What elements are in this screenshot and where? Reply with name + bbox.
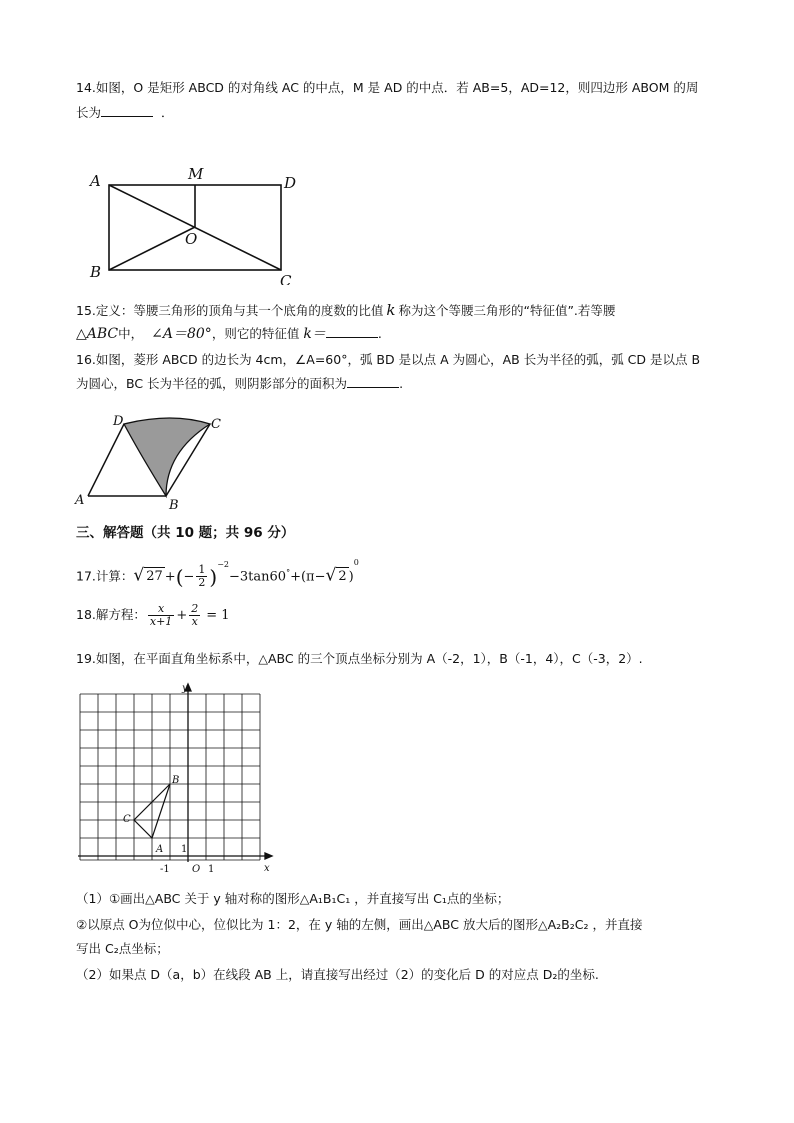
tick-x-neg1: -1 bbox=[160, 864, 170, 875]
q14-line2 bbox=[76, 104, 174, 122]
q14-prefix: 长为 bbox=[76, 105, 102, 120]
q17-deg: ° bbox=[286, 568, 291, 577]
section-heading: 三、解答题（共 10 题；共 96 分） bbox=[76, 525, 295, 541]
sqrt-symbol-2: √ bbox=[325, 565, 337, 586]
q19-grid-figure bbox=[72, 680, 282, 880]
q19-part1a: （1）①画出△ABC 关于 y 轴对称的图形△A₁B₁C₁ ，并直接写出 C₁点的坐标； bbox=[76, 891, 510, 906]
q15-mid: 中， bbox=[118, 326, 144, 341]
label-c: C bbox=[280, 272, 292, 285]
q15-angle: ∠A＝80° bbox=[151, 326, 212, 342]
q19-line1: 19.如图，在平面直角坐标系中，△ABC 的三个顶点坐标分别为 A（-2，1），B（-1，4），C（-3，2）. bbox=[76, 651, 643, 666]
q15-line1 bbox=[76, 301, 615, 320]
q17-neg-exp: −2 bbox=[217, 560, 230, 569]
q18-fraction2: $\frac{2}{x}$ bbox=[191, 602, 199, 628]
q15-prefix: 15.定义：等腰三角形的顶角与其一个底角的度数的比值 bbox=[76, 303, 384, 318]
q17-close: ) bbox=[348, 569, 354, 585]
shaded-region bbox=[124, 418, 210, 496]
sqrt-symbol: √ bbox=[133, 565, 145, 586]
q19-part1b: ②以原点 O为位似中心，位似比为 1：2，在 y 轴的左侧，画出△ABC 放大后的图形△A₂B₂C₂ ，并直接 bbox=[76, 917, 643, 932]
q17-sqrt2: 2 bbox=[338, 569, 347, 585]
q19-part2: （2）如果点 D（a，b）在线段 AB 上，请直接写出经过（2）的变化后 D 的对应点 D₂的坐标. bbox=[76, 967, 599, 982]
label-d: D bbox=[284, 174, 297, 192]
label-d: D bbox=[113, 414, 124, 429]
origin-label: O bbox=[192, 864, 201, 875]
q15-triangle: △ABC bbox=[76, 326, 119, 342]
tick-x-1: 1 bbox=[208, 864, 215, 875]
q18-prefix: 18.解方程： bbox=[76, 607, 146, 622]
q16-line2 bbox=[76, 375, 403, 393]
point-c-label: C bbox=[123, 814, 131, 825]
q18-fraction1: $\frac{x}{x+1}$ bbox=[149, 602, 173, 628]
q16-line1: 16.如图，菱形 ABCD 的边长为 4cm，∠A=60°，弧 BD 是以点 A 为圆心，AB 长为半径的弧，弧 CD 是以点 B bbox=[76, 352, 701, 367]
q18-eq: = 1 bbox=[206, 608, 230, 623]
q17-minus: − bbox=[183, 569, 195, 585]
q16-rhombus-figure bbox=[74, 410, 234, 515]
axes bbox=[78, 684, 272, 862]
q17-fraction: $\frac{1}{2}$ bbox=[198, 563, 206, 590]
q15-line2 bbox=[76, 325, 382, 343]
q17-zero-exp: 0 bbox=[353, 558, 359, 567]
q14-line1: 14.如图，O 是矩形 ABCD 的对角线 AC 的中点，M 是 AD 的中点．若 AB=5，AD=12，则四边形 ABOM 的周 bbox=[76, 80, 699, 95]
q15-suffix: 称为这个等腰三角形的“特征值”.若等腰 bbox=[398, 303, 616, 318]
axis-y-label: y bbox=[182, 683, 188, 694]
q14-rectangle-figure bbox=[84, 160, 314, 285]
q17-tan: −3tan60 bbox=[229, 569, 287, 585]
label-c: C bbox=[211, 417, 221, 432]
q16-prefix: 为圆心，BC 长为半径的弧，则阴影部分的面积为 bbox=[76, 376, 348, 391]
q18-line bbox=[76, 603, 230, 628]
q15-k-eq: k＝ bbox=[303, 326, 326, 342]
q17-plus2: +(π− bbox=[290, 569, 326, 585]
q15-k: k bbox=[386, 301, 396, 319]
q15-end: . bbox=[377, 326, 382, 341]
q18-plus: + bbox=[176, 608, 188, 623]
segment-bo bbox=[109, 227, 198, 270]
q17-line: 17.计算：√ 27 +(− $\frac{1}{2}$ )$^{-2}$−3tan60°+(π−√ 2 )$^0$ bbox=[76, 558, 359, 590]
axis-x-label: x bbox=[264, 863, 270, 874]
q17-sqrt27: 27 bbox=[146, 569, 163, 585]
q15-answer-blank[interactable] bbox=[326, 325, 378, 338]
label-a: A bbox=[75, 493, 85, 508]
tick-y-1: 1 bbox=[181, 844, 188, 855]
point-b-label: B bbox=[172, 775, 180, 786]
label-a: A bbox=[90, 172, 101, 190]
q15-after: ，则它的特征值 bbox=[211, 326, 300, 341]
q14-suffix: ． bbox=[161, 105, 174, 120]
q19-part1c: 写出 C₂点坐标； bbox=[76, 941, 169, 956]
point-a-label: A bbox=[156, 844, 164, 855]
q16-answer-blank[interactable] bbox=[347, 375, 399, 388]
label-o: O bbox=[185, 230, 198, 248]
grid-lines bbox=[80, 694, 260, 860]
q14-answer-blank[interactable] bbox=[101, 104, 153, 117]
q17-prefix: 17.计算： bbox=[76, 568, 134, 584]
label-b: B bbox=[90, 263, 102, 281]
q17-plus1: + bbox=[164, 569, 176, 585]
label-b: B bbox=[169, 498, 179, 513]
label-m: M bbox=[188, 165, 204, 183]
q16-suffix: . bbox=[399, 376, 404, 391]
side-ad bbox=[88, 424, 124, 496]
